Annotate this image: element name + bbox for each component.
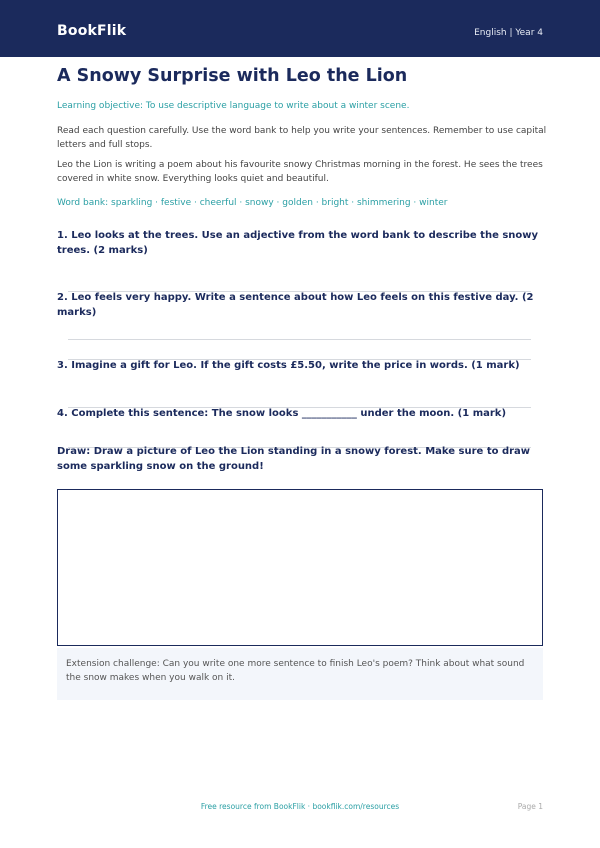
question-2: 2. Leo feels very happy. Write a sentence about how Leo feels on this festive day. (2 marks): [57, 292, 534, 318]
draw-prompt: Draw: Draw a picture of Leo the Lion standing in a snowy forest. Make sure to draw some sparkling snow on the ground!: [57, 446, 531, 472]
footer-credit[interactable]: Free resource from BookFlik · bookflik.com/resources: [200, 802, 400, 811]
page-title: A Snowy Surprise with Leo the Lion: [57, 66, 408, 86]
header-bar: [0, 0, 600, 57]
story-text: Leo the Lion is writing a poem about his favourite snowy Christmas morning in the forest. He sees the trees covered in white snow. Everything looks quiet and beautiful.: [57, 160, 543, 184]
extension-text: Extension challenge: Can you write one more sentence to finish Leo's poem? Think about what sound the snow makes when you walk on it.: [66, 659, 525, 683]
subject-year: English | Year 4: [474, 28, 543, 38]
word-bank: Word bank: sparkling · festive · cheerful · snowy · golden · bright · shimmering · winter: [57, 198, 448, 208]
drawing-box[interactable]: [57, 489, 543, 646]
question-4: 4. Complete this sentence: The snow looks ___________ under the moon. (1 mark): [57, 408, 507, 419]
question-1: 1. Leo looks at the trees. Use an adjective from the word bank to describe the snowy trees. (2 marks): [57, 230, 539, 256]
page-number: Page 1: [517, 802, 543, 811]
learning-objective: Learning objective: To use descriptive language to write about a winter scene.: [57, 101, 410, 111]
brand-logo[interactable]: BookFlik: [57, 23, 127, 39]
question-3: 3. Imagine a gift for Leo. If the gift costs £5.50, write the price in words. (1 mark): [57, 360, 520, 371]
instructions-text: Read each question carefully. Use the word bank to help you write your sentences. Remember to use capital letters and full stops.: [57, 126, 547, 150]
answer-line-2[interactable]: [68, 339, 531, 340]
extension-challenge: [57, 648, 543, 700]
